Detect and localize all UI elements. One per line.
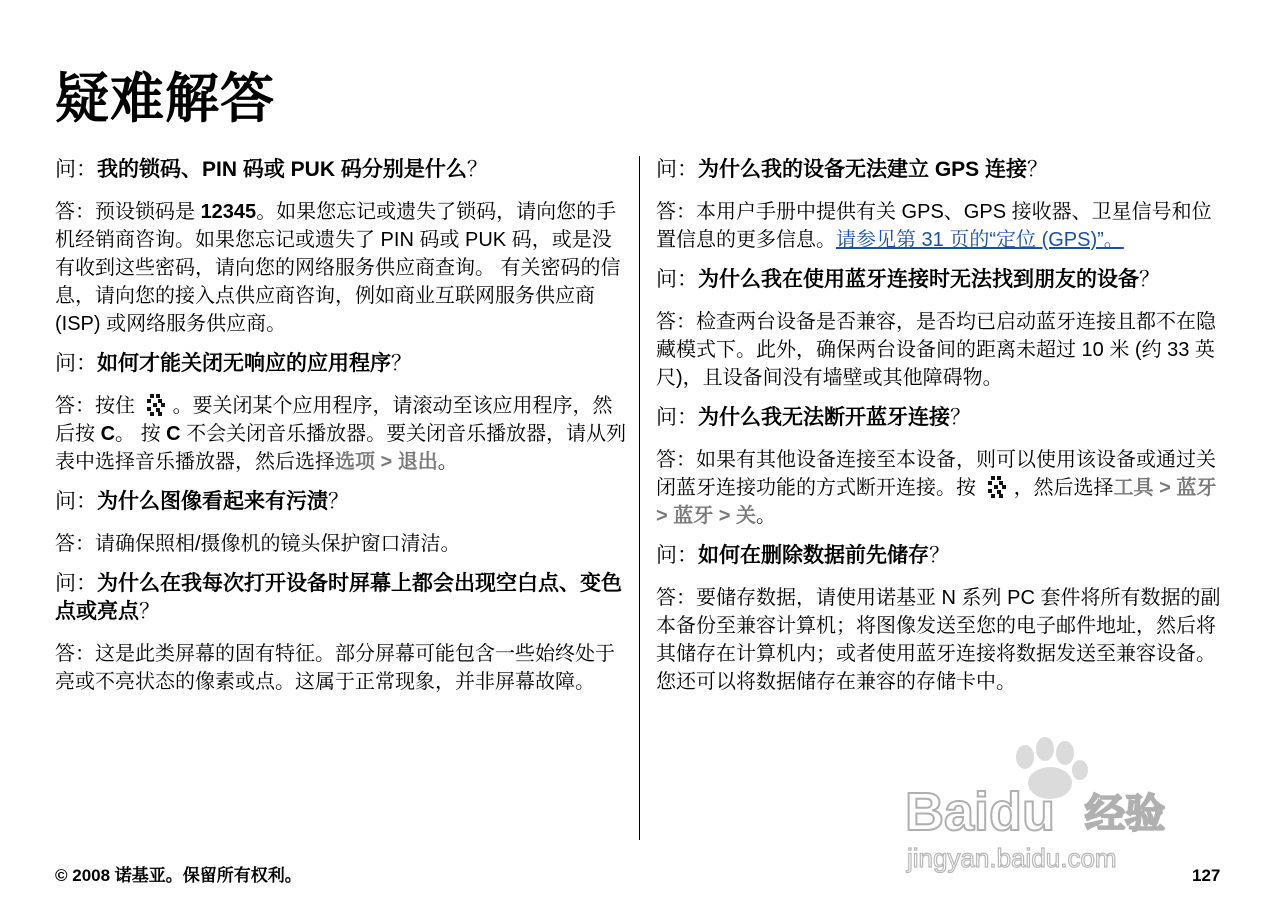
- menu-off: 关: [736, 505, 757, 527]
- question-mark: ？: [1027, 158, 1049, 181]
- menu-key-icon: [144, 393, 170, 417]
- answer-prefix: 答：: [656, 587, 696, 609]
- question-prefix: 问：: [55, 158, 97, 181]
- menu-tools: 工具: [1113, 477, 1154, 499]
- menu-bluetooth: 蓝牙: [673, 505, 714, 527]
- baidu-jingyan-watermark: [905, 735, 1205, 885]
- answer-prefix: 答：: [656, 311, 696, 333]
- watermark-brand-cn: 经验: [1085, 791, 1165, 837]
- menu-separator: >: [1153, 477, 1177, 499]
- answer-text: 检查两台设备是否兼容，是否均已启动蓝牙连接且都不在隐藏模式下。此外，确保两台设备间的距离未超过 10 米 (约 33 英尺)，且设备间没有墙壁或其他障碍物。: [656, 311, 1216, 389]
- menu-separator: >: [713, 505, 737, 527]
- menu-options: 选项: [335, 451, 375, 473]
- answer-prefix: 答：: [656, 201, 696, 223]
- question-prefix: 问：: [656, 406, 698, 429]
- answer: [55, 640, 627, 696]
- question: [55, 488, 627, 516]
- answer: [55, 198, 627, 338]
- answer-prefix: 答：: [656, 449, 696, 471]
- copyright: © 2008 诺基亚。保留所有权利。: [55, 866, 302, 885]
- question-mark: ？: [950, 406, 971, 429]
- question-prefix: 问：: [656, 544, 698, 567]
- answer-text: 如果有其他设备连接至本设备，则可以使用该设备或通过关闭蓝牙连接功能的方式断开连接。按: [656, 449, 1216, 499]
- menu-exit: 退出: [397, 451, 438, 473]
- answer-text: ，然后选择: [1013, 477, 1114, 499]
- c-key: C: [100, 423, 116, 445]
- left-column: [55, 156, 627, 696]
- page-title: 疑难解答: [55, 67, 275, 130]
- menu-key-icon: [985, 475, 1011, 499]
- answer-prefix: 答：: [55, 395, 95, 417]
- right-column: [656, 156, 1230, 696]
- question-mark: ？: [139, 600, 160, 623]
- watermark-brand: Baidu: [905, 782, 1056, 842]
- answer-text: 这是此类屏幕的固有特征。部分屏幕可能包含一些始终处于亮或不亮状态的像素或点。这属于正常现象，并非屏幕故障。: [55, 643, 615, 693]
- answer-prefix: 答：: [55, 643, 95, 665]
- question-prefix: 问：: [656, 268, 698, 291]
- question-prefix: 问：: [656, 158, 698, 181]
- question-text: 如何在删除数据前先储存: [698, 544, 929, 567]
- answer-text: 。 按: [115, 423, 167, 445]
- answer-text: 。: [756, 505, 777, 527]
- question: [55, 350, 627, 378]
- question-text: 如何才能关闭无响应的应用程序: [97, 352, 391, 375]
- c-key: C: [166, 423, 181, 445]
- question: [55, 570, 627, 626]
- answer-prefix: 答：: [55, 201, 95, 223]
- question: [656, 266, 1230, 294]
- answer-text: 请确保照相/摄像机的镜头保护窗口清洁。: [95, 533, 461, 555]
- question-text: 为什么我的设备无法建立 GPS 连接: [698, 158, 1028, 181]
- question-text: 为什么我无法断开蓝牙连接: [698, 406, 950, 429]
- question-text: 为什么图像看起来有污渍: [97, 490, 328, 513]
- answer-text: 预设锁码是: [95, 201, 201, 223]
- answer-text: 。: [437, 451, 458, 473]
- answer: [656, 446, 1230, 530]
- question-mark: ？: [391, 352, 412, 375]
- answer-text: 要储存数据，请使用诺基亚 N 系列 PC 套件将所有数据的副本备份至兼容计算机；将图像发送至您的电子邮件地址，然后将其储存在计算机内；或者使用蓝牙连接将数据发送至兼容设备。您还可以将数据储存在兼容的存储卡中。: [656, 587, 1221, 693]
- column-divider: [639, 156, 640, 840]
- answer-text: 。如果您忘记或遗失了锁码，请向您的手机经销商咨询。如果您忘记或遗失了 PIN 码或 PUK 码，或是没有收到这些密码，请向您的网络服务供应商查询。 有关密码的信息，请向您的接入点供应商咨询，例如商业互联网服务供应商 (ISP) 或网络服务供应商。: [55, 201, 621, 335]
- answer-text: 按住: [95, 395, 135, 417]
- question-prefix: 问：: [55, 352, 97, 375]
- question-mark: ？: [328, 490, 349, 513]
- question: [656, 542, 1230, 570]
- watermark-url: jingyan.baidu.com: [907, 843, 1117, 873]
- gps-reference-link[interactable]: 请参见第 31 页的“定位 (GPS)”。: [836, 229, 1124, 251]
- question-text: 为什么我在使用蓝牙连接时无法找到朋友的设备: [698, 268, 1139, 291]
- question-mark: ？: [1139, 268, 1160, 291]
- answer: [656, 584, 1230, 696]
- answer: [656, 308, 1230, 392]
- answer-text: 。要关闭某个应用程序，请滚动至该应用程序，然后按: [55, 395, 613, 445]
- menu-separator: >: [656, 505, 674, 527]
- page-number: 127: [1192, 866, 1221, 885]
- answer: [656, 198, 1230, 254]
- answer-text: 不会关闭音乐播放器。要关闭音乐播放器，请从列表中选择音乐播放器，然后选择: [55, 423, 627, 473]
- menu-bluetooth: 蓝牙: [1176, 477, 1217, 499]
- answer: [55, 392, 627, 476]
- question-prefix: 问：: [55, 490, 97, 513]
- question: [656, 156, 1230, 184]
- question-mark: ？: [929, 544, 950, 567]
- question: [656, 404, 1230, 432]
- default-lock-code: 12345: [200, 201, 257, 223]
- question-prefix: 问：: [55, 572, 97, 595]
- answer-text: 本用户手册中提供有关 GPS、GPS 接收器、卫星信号和位置信息的更多信息。: [656, 201, 1212, 251]
- question-text: 我的锁码、PIN 码或 PUK 码分别是什么: [97, 158, 467, 181]
- menu-separator: >: [375, 451, 398, 473]
- question-mark: ？: [466, 158, 488, 181]
- answer-prefix: 答：: [55, 533, 95, 555]
- question: [55, 156, 627, 184]
- answer: [55, 530, 627, 558]
- question-text: 为什么在我每次打开设备时屏幕上都会出现空白点、变色点或亮点: [55, 572, 622, 623]
